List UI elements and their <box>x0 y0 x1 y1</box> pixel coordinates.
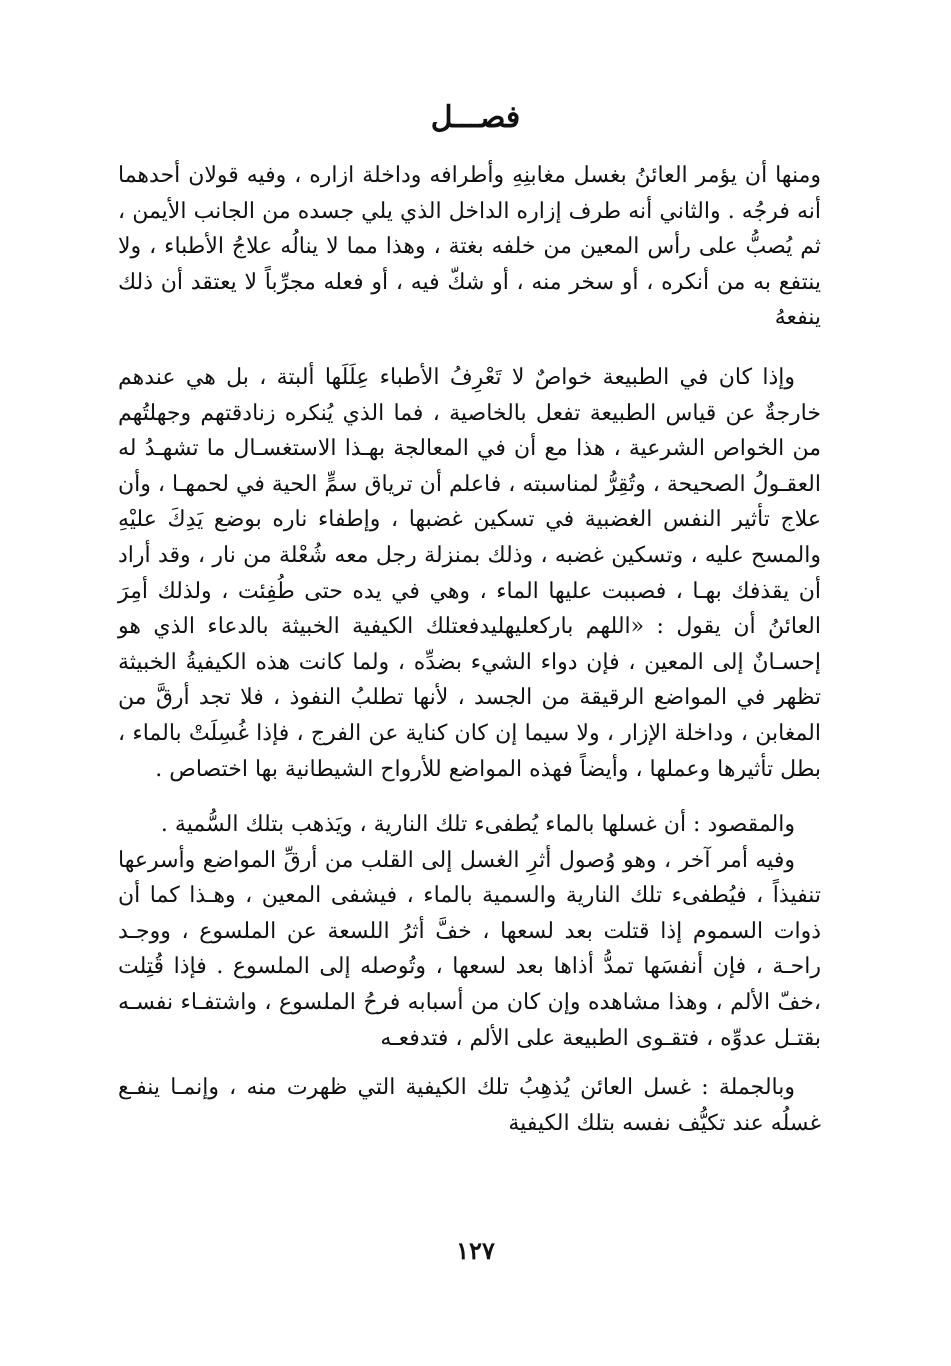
body-text <box>118 158 821 1141</box>
paragraph-another-matter: وفيه أمر آخر ، وهو وُصول أثرِ الغسل إلى القلب من أرقِّ المواضع وأسرعها تنفيذاً ، فيُطفىء تلك النارية والسمية بالماء ، فيشفى المعين ، وهـذا كما أن ذوات السموم إذا قتلت بعد لسعها ، خفَّ أثرُ اللسعة عن الملسوع ، ووجـد راحـة ، فإن أنفسَها تمدُّ أذاها بعد لسعها ، وتُوصله إلى الملسوع . فإذا قُتِلت ،خفّ الألم ، وهذا مشاهده وإن كان من أسبابه فرحُ الملسوع ، واشتفـاء نفسـه بقتـل عدوِّه ، فتقـوى الطبيعة على الألم ، فتدفعـه <box>118 847 821 1051</box>
page-number: ١٢٧ <box>456 1236 495 1265</box>
paragraph-purpose: والمقصود : أن غسلها بالماء يُطفىء تلك النارية ، ويَذهب بتلك السُّمية . <box>160 812 795 838</box>
paragraph-summary: وبالجملة : غسل العائن يُذهِبُ تلك الكيفية التي ظهرت منه ، وإنمـا ينفـع غسلُه عند تكيُّف نفسه بتلك الكيفية <box>118 1075 821 1136</box>
paragraph-nature-properties: وإذا كان في الطبيعة خواصٌ لا تَعْرِفُ الأطباء عِلَلَها ألبتة ، بل هي عندهم خارجةٌ عن قياس الطبيعة تفعل بالخاصية ، فما الذي يُنكره زنادقتهم وجهلتُهم من الخواص الشرعية ، هذا مع أن في المعالجة بهـذا الاستغسـال ما تشهـدُ له العقـولُ الصحيحة ، وتُقِرُّ لمناسبته ، فاعلم أن ترياق سمٍّ الحية في لحمهـا ، وأن علاج تأثير النفس الغضبية في تسكين غضبها ، وإطفاء ناره بوضع يَدِكَ عليْهِ والمسح عليه ، وتسكين غضبه ، وذلك بمنزلة رجل معه شُعْلة من نار ، وقد أراد أن يقذفك بهـا ، فصببت عليها الماء ، وهي في يده حتى طُفِئت ، ولذلك أمِرَ العائنُ أن يقول : «اللهم باركعليهليدفعتلك الكيفية الخبيثة بالدعاء الذي هو إحسـانٌ إلى المعين ، فإن دواء الشيء بضدِّه ، ولما كانت هذه الكيفيةُ الخبيثة تظهر في المواضع الرقيقة من الجسد ، لأنها تطلبُ النفوذ ، فلا تجد أرقَّ من المغابن ، وداخلة الإزار ، ولا سيما إن كان كناية عن الفرج ، فإذا غُسِلَتْ بالماء ، بطل تأثيرها وعملها ، وأيضاً فهذه المواضع للأرواح الشيطانية بها اختصاص . <box>118 364 821 782</box>
paragraph-ghusl-instruction: ومنها أن يؤمر العائنُ بغسل مغابنِهِ وأطرافه وداخلة ازاره ، وفيه قولان أحدهما أنه فرجُه . والثاني أنه طرف إزاره الداخل الذي يلي جسده من الجانب الأيمن ، ثم يُصبُّ على رأس المعين من خلفه بغتة ، وهذا مما لا ينالُه علاجُ الأطباء ، ولا ينتفع به من أنكره ، أو سخر منه ، أو شكّ فيه ، أو فعله مجرِّباً لا يعتقد أن ذلك ينفعهُ <box>118 163 821 331</box>
section-heading: فصـــل <box>430 100 521 135</box>
